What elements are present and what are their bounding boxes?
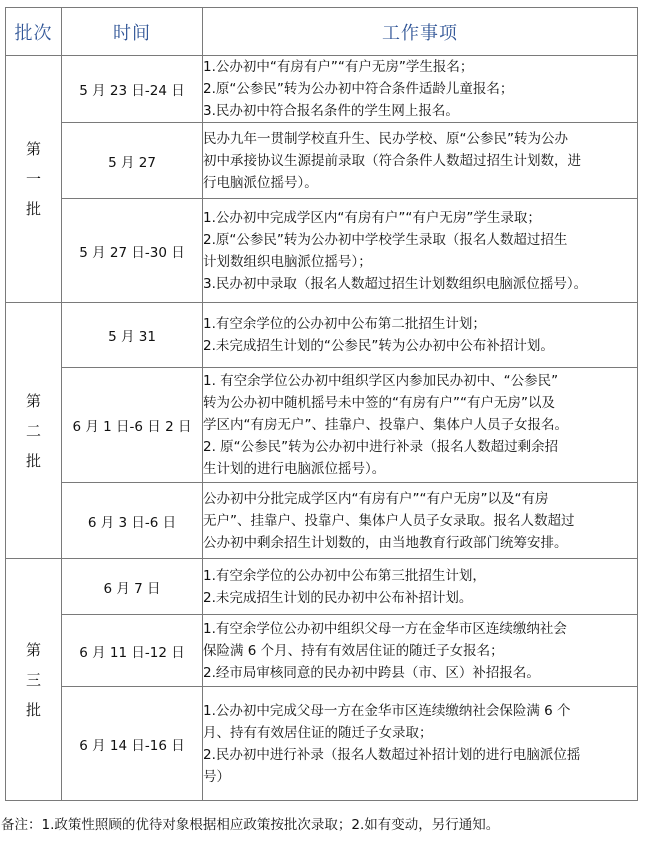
table-row [6,687,638,801]
table-row [6,56,638,123]
time-cell: 6 月 14 日-16 日 [62,687,203,801]
time-cell: 6 月 3 日-6 日 [62,483,203,559]
items-cell: 公办初中分批完成学区内“有房有户”“有户无房”以及“有房 无户”、挂靠户、投靠户、集体户人员子女录取。报名人数超过 公办初中剩余招生计划数的，由当地教育行政部门统筹安排。 [203,483,638,559]
time-cell: 5 月 27 日-30 日 [62,199,203,303]
header-batch: 批次 [6,8,62,56]
table-row [6,483,638,559]
table-header-row [6,8,638,56]
table-row [6,368,638,483]
table-row [6,559,638,615]
batch-2-label: 第 二 批 [6,303,62,559]
items-cell: 1.公办初中完成父母一方在金华市区连续缴纳社会保险满 6 个 月、持有有效居住证的随迁子女录取； 2.民办初中进行补录（报名人数超过补招计划的进行电脑派位摇 号） [203,687,638,801]
time-cell: 5 月 31 [62,303,203,368]
items-cell: 民办九年一贯制学校直升生、民办学校、原“公参民”转为公办 初中承接协议生源提前录取（符合条件人数超过招生计划数，进 行电脑派位摇号）。 [203,123,638,199]
table-row [6,615,638,687]
batch-1-label: 第 一 批 [6,56,62,303]
time-cell: 5 月 27 [62,123,203,199]
time-cell: 6 月 7 日 [62,559,203,615]
time-cell: 6 月 1 日-6 日 2 日 [62,368,203,483]
items-cell: 1.公办初中“有房有户”“有户无房”学生报名； 2.原“公参民”转为公办初中符合条件适龄儿童报名； 3.民办初中符合报名条件的学生网上报名。 [203,56,638,123]
enrollment-schedule-table [5,7,638,801]
items-cell: 1. 有空余学位公办初中组织学区内参加民办初中、“公参民” 转为公办初中随机摇号未中签的“有房有户”“有户无房”以及 学区内“有房无户”、挂靠户、投靠户、集体户人员子女报名。 2. 原“公参民”转为公办初中进行补录（报名人数超过剩余招 生计划的进行电脑派位摇号）。 [203,368,638,483]
header-time: 时间 [62,8,203,56]
table-row [6,123,638,199]
footnote: 备注：1.政策性照顾的优待对象根据相应政策按批次录取；2.如有变动，另行通知。 [1,817,500,833]
time-cell: 5 月 23 日-24 日 [62,56,203,123]
table-row [6,199,638,303]
items-cell: 1.有空余学位的公办初中公布第二批招生计划； 2.未完成招生计划的“公参民”转为公办初中公布补招计划。 [203,303,638,368]
items-cell: 1.有空余学位的公办初中公布第三批招生计划， 2.未完成招生计划的民办初中公布补招计划。 [203,559,638,615]
batch-3-label: 第 三 批 [6,559,62,801]
items-cell: 1.公办初中完成学区内“有房有户”“有户无房”学生录取； 2.原“公参民”转为公办初中学校学生录取（报名人数超过招生 计划数组织电脑派位摇号）； 3.民办初中录取（报名人数超过招生计划数组织电脑派位摇号）。 [203,199,638,303]
header-items: 工作事项 [203,8,638,56]
table-row [6,303,638,368]
time-cell: 6 月 11 日-12 日 [62,615,203,687]
items-cell: 1.有空余学位公办初中组织父母一方在金华市区连续缴纳社会 保险满 6 个月、持有有效居住证的随迁子女报名； 2.经市局审核同意的民办初中跨县（市、区）补招报名。 [203,615,638,687]
